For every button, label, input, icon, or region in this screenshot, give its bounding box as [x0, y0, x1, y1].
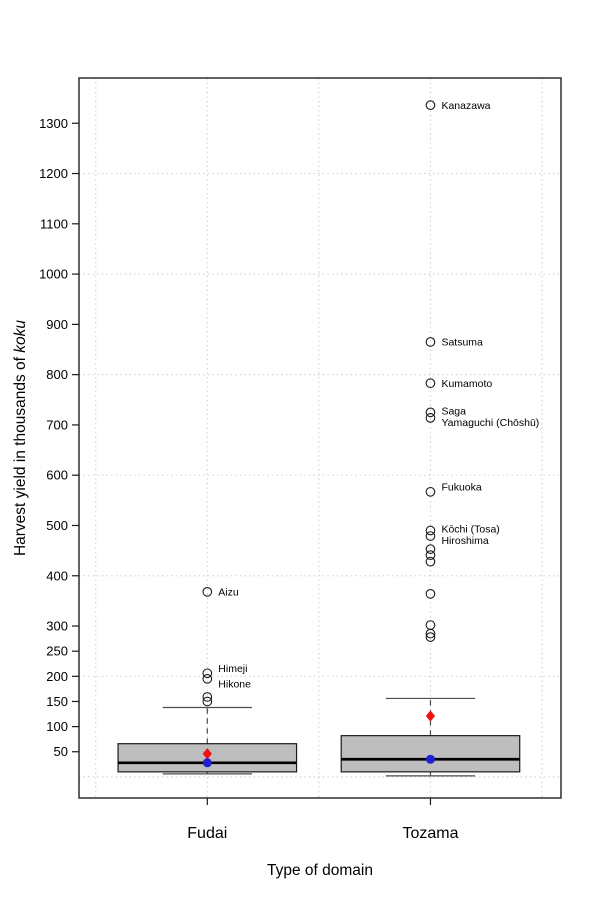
y-axis-title	[12, 320, 30, 556]
outlier-label-fukuoka: Fukuoka	[441, 481, 482, 494]
outlier-label-hikone: Hikone	[218, 678, 251, 691]
outlier-label-aizu: Aizu	[218, 586, 239, 599]
outlier-label-kanazawa: Kanazawa	[441, 99, 491, 112]
category-label-tozama: Tozama	[402, 825, 459, 842]
y-tick-label: 1100	[40, 216, 68, 232]
outlier-label-hiroshima: Hiroshima	[441, 535, 489, 548]
y-tick-label: 1300	[39, 115, 68, 131]
y-tick-label: 250	[46, 643, 68, 659]
y-tick-label: 200	[46, 668, 68, 684]
y-tick-label: 900	[46, 316, 68, 332]
outlier-label-kumamoto: Kumamoto	[441, 377, 493, 390]
outlier-label-saga: Saga	[441, 405, 466, 418]
boxplot-tozama	[341, 100, 539, 776]
y-tick-label: 50	[53, 744, 68, 760]
y-tick-label: 400	[46, 568, 68, 584]
y-tick-label: 1200	[39, 166, 68, 182]
x-axis	[187, 798, 458, 842]
y-tick-label: 600	[46, 467, 68, 483]
y-tick-label: 700	[46, 417, 68, 433]
y-tick-label: 800	[46, 367, 68, 383]
y-tick-label: 300	[46, 618, 68, 634]
outlier-label-himeji: Himeji	[218, 662, 248, 675]
y-axis-title-italic: koku	[12, 319, 29, 353]
median-marker-dot	[203, 758, 212, 767]
y-tick-label: 100	[46, 719, 68, 735]
y-tick-label: 1000	[39, 266, 68, 282]
outlier-label-kochi-tosa: Kōchi (Tosa)	[441, 523, 500, 536]
gridlines	[79, 78, 561, 798]
iqr-box	[341, 736, 520, 772]
y-tick-label: 500	[46, 517, 68, 533]
y-tick-label: 150	[46, 693, 68, 709]
x-axis-title: Type of domain	[267, 862, 373, 879]
outlier-label-satsuma: Satsuma	[441, 336, 483, 349]
outlier-label-yamaguchi-choshu: Yamaguchi (Chōshū)	[441, 416, 540, 429]
plot-border	[79, 78, 561, 798]
category-label-fudai: Fudai	[187, 825, 228, 842]
y-axis-title-text: Harvest yield in thousands of	[12, 352, 29, 557]
y-axis	[39, 116, 79, 759]
median-marker-dot	[426, 755, 435, 764]
boxplot-fudai	[118, 586, 297, 773]
mean-marker-diamond	[426, 710, 435, 721]
